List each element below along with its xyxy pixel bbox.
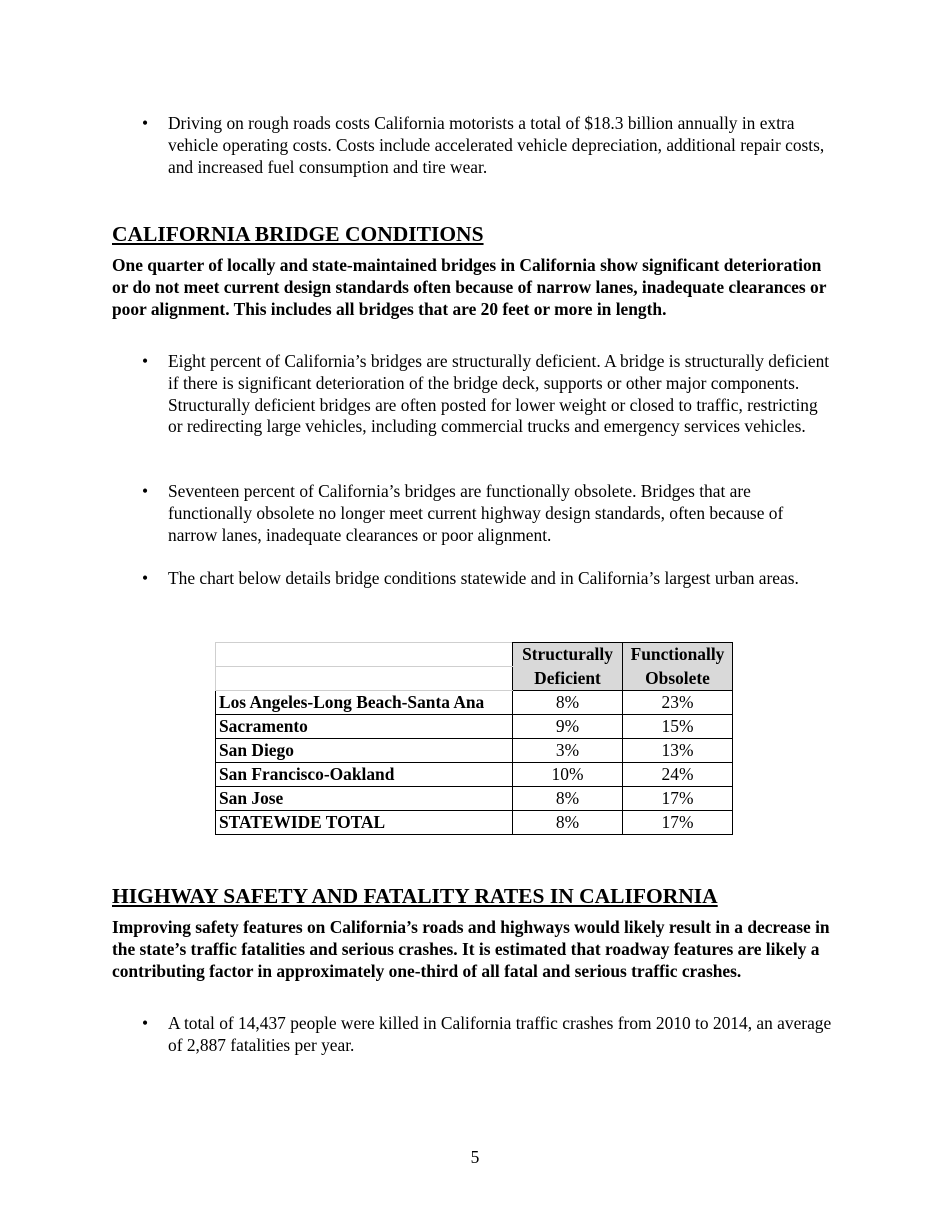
bridge-bullet-list [112,351,834,438]
bullet-dot: • [142,481,149,501]
bullet-text: A total of 14,437 people were killed in California traffic crashes from 2010 to 2014, an average of 2,887 fatalities per year. [168,1013,832,1055]
functionally-obsolete-value: 23% [623,691,733,715]
area-name: San Diego [216,739,513,763]
functionally-obsolete-value: 17% [623,787,733,811]
page-number: 5 [470,1147,480,1167]
structurally-deficient-value: 8% [513,787,623,811]
header-structurally-deficient: Deficient [513,667,623,691]
table-corner-cell [216,643,513,667]
functionally-obsolete-value: 24% [623,763,733,787]
bullet-dot: • [142,351,149,371]
bullet-text: Driving on rough roads costs California motorists a total of $18.3 billion annually in extra vehicle operating costs. Costs include accelerated vehicle depreciation, additional repair costs, and increased fuel consumption and tire wear. [168,113,825,177]
table-row [216,787,733,811]
functionally-obsolete-value: 17% [623,811,733,835]
structurally-deficient-value: 10% [513,763,623,787]
bridge-section-heading: CALIFORNIA BRIDGE CONDITIONS [112,222,484,246]
list-item [112,113,834,178]
safety-section-heading: HIGHWAY SAFETY AND FATALITY RATES IN CALIFORNIA [112,884,718,908]
bridge-conditions-table [215,642,733,835]
bridge-section-lead: One quarter of locally and state-maintained bridges in California show significant deterioration or do not meet current design standards often because of narrow lanes, inadequate clearances or poor alignment. This includes all bridges that are 20 feet or more in length. [112,255,827,319]
structurally-deficient-value: 8% [513,811,623,835]
structurally-deficient-value: 3% [513,739,623,763]
bridge-bullet-list [112,481,834,546]
table-row [216,691,733,715]
structurally-deficient-value: 9% [513,715,623,739]
safety-section-lead: Improving safety features on California’s roads and highways would likely result in a decrease in the state’s traffic fatalities and serious crashes. It is estimated that roadway features are likely a contributing factor in approximately one-third of all fatal and serious traffic crashes. [112,917,830,981]
bullet-text: Seventeen percent of California’s bridges are functionally obsolete. Bridges that are functionally obsolete no longer meet current highway design standards, often because of narrow lanes, inadequate clearances or poor alignment. [168,481,784,545]
bridge-bullet-list [112,568,834,590]
table-row [216,811,733,835]
table-corner-cell [216,667,513,691]
functionally-obsolete-value: 15% [623,715,733,739]
functionally-obsolete-value: 13% [623,739,733,763]
top-bullet-list [112,113,834,178]
table-row [216,715,733,739]
safety-bullet-list [112,1013,834,1057]
area-name: San Jose [216,787,513,811]
header-functionally-obsolete: Obsolete [623,667,733,691]
bullet-text: Eight percent of California’s bridges are structurally deficient. A bridge is structurally deficient if there is significant deterioration of the bridge deck, supports or other major components. Structurally deficient bridges are often posted for lower weight or closed to traffic, restricting or redirecting large vehicles, including commercial trucks and emergency services vehicles. [168,351,830,437]
structurally-deficient-value: 8% [513,691,623,715]
bullet-dot: • [142,113,149,133]
list-item [112,1013,834,1057]
area-name: Sacramento [216,715,513,739]
bullet-dot: • [142,1013,149,1033]
header-functionally-obsolete: Functionally [623,643,733,667]
list-item [112,568,834,590]
list-item [112,351,834,438]
area-name: Los Angeles-Long Beach-Santa Ana [216,691,513,715]
table-header-row [216,643,733,667]
list-item [112,481,834,546]
table-header-row [216,667,733,691]
table-row [216,739,733,763]
bullet-dot: • [142,568,149,588]
header-structurally-deficient: Structurally [513,643,623,667]
table-row [216,763,733,787]
area-name: San Francisco-Oakland [216,763,513,787]
area-name: STATEWIDE TOTAL [216,811,513,835]
bullet-text: The chart below details bridge conditions statewide and in California’s largest urban areas. [168,568,799,588]
